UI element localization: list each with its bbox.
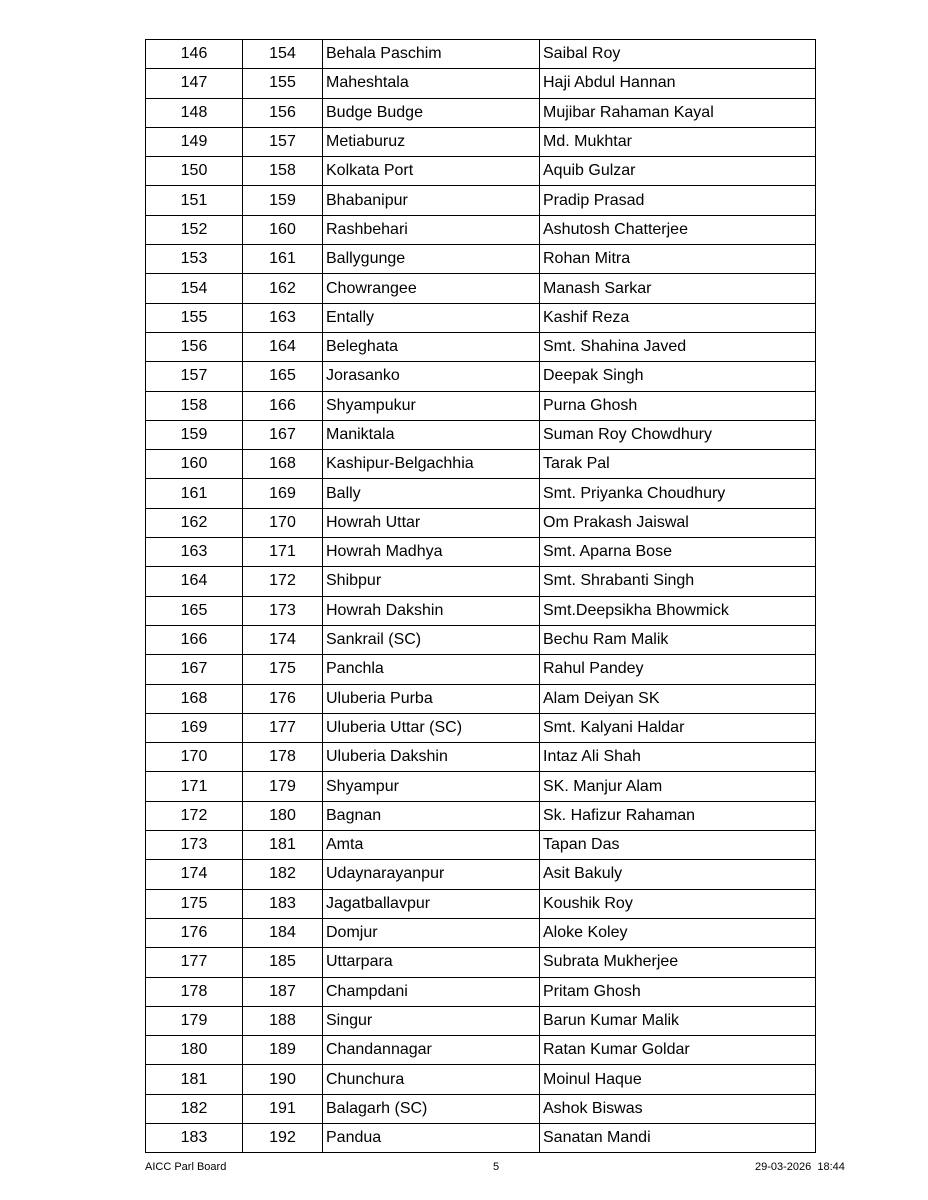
candidate-name-cell: Smt. Shahina Javed <box>540 332 816 361</box>
candidate-name-cell: Koushik Roy <box>540 889 816 918</box>
table-row <box>146 977 816 1006</box>
table-row <box>146 918 816 947</box>
ac-number-cell: 179 <box>243 772 323 801</box>
table-row <box>146 215 816 244</box>
serial-number-cell: 147 <box>146 69 243 98</box>
table-row <box>146 713 816 742</box>
candidate-name-cell: Suman Roy Chowdhury <box>540 420 816 449</box>
table-row <box>146 743 816 772</box>
ac-number-cell: 163 <box>243 303 323 332</box>
serial-number-cell: 148 <box>146 98 243 127</box>
ac-number-cell: 182 <box>243 860 323 889</box>
candidate-name-cell: Alam Deiyan SK <box>540 684 816 713</box>
table-row <box>146 801 816 830</box>
ac-number-cell: 155 <box>243 69 323 98</box>
ac-number-cell: 192 <box>243 1123 323 1152</box>
candidate-name-cell: Aquib Gulzar <box>540 157 816 186</box>
constituency-name-cell: Budge Budge <box>323 98 540 127</box>
serial-number-cell: 149 <box>146 127 243 156</box>
ac-number-cell: 174 <box>243 625 323 654</box>
ac-number-cell: 185 <box>243 948 323 977</box>
serial-number-cell: 157 <box>146 362 243 391</box>
serial-number-cell: 178 <box>146 977 243 1006</box>
ac-number-cell: 157 <box>243 127 323 156</box>
serial-number-cell: 171 <box>146 772 243 801</box>
table-row <box>146 625 816 654</box>
ac-number-cell: 189 <box>243 1036 323 1065</box>
serial-number-cell: 160 <box>146 450 243 479</box>
table-row <box>146 596 816 625</box>
candidate-name-cell: Smt. Aparna Bose <box>540 538 816 567</box>
candidate-name-cell: Sanatan Mandi <box>540 1123 816 1152</box>
constituency-name-cell: Domjur <box>323 918 540 947</box>
serial-number-cell: 176 <box>146 918 243 947</box>
constituency-name-cell: Shyampur <box>323 772 540 801</box>
table-row <box>146 1065 816 1094</box>
constituency-name-cell: Jagatballavpur <box>323 889 540 918</box>
table-row <box>146 332 816 361</box>
table-row <box>146 567 816 596</box>
constituency-name-cell: Singur <box>323 1006 540 1035</box>
serial-number-cell: 182 <box>146 1094 243 1123</box>
constituency-name-cell: Chowrangee <box>323 274 540 303</box>
candidate-name-cell: Deepak Singh <box>540 362 816 391</box>
constituency-name-cell: Maniktala <box>323 420 540 449</box>
ac-number-cell: 187 <box>243 977 323 1006</box>
ac-number-cell: 184 <box>243 918 323 947</box>
constituency-name-cell: Bagnan <box>323 801 540 830</box>
serial-number-cell: 175 <box>146 889 243 918</box>
serial-number-cell: 168 <box>146 684 243 713</box>
serial-number-cell: 179 <box>146 1006 243 1035</box>
constituency-name-cell: Amta <box>323 831 540 860</box>
serial-number-cell: 146 <box>146 40 243 69</box>
constituency-name-cell: Bally <box>323 479 540 508</box>
table-row <box>146 508 816 537</box>
ac-number-cell: 167 <box>243 420 323 449</box>
serial-number-cell: 165 <box>146 596 243 625</box>
candidate-name-cell: Moinul Haque <box>540 1065 816 1094</box>
candidate-name-cell: Smt.Deepsikha Bhowmick <box>540 596 816 625</box>
table-row <box>146 450 816 479</box>
constituency-name-cell: Balagarh (SC) <box>323 1094 540 1123</box>
ac-number-cell: 175 <box>243 655 323 684</box>
constituency-name-cell: Kolkata Port <box>323 157 540 186</box>
serial-number-cell: 159 <box>146 420 243 449</box>
ac-number-cell: 161 <box>243 245 323 274</box>
candidate-name-cell: Ratan Kumar Goldar <box>540 1036 816 1065</box>
candidate-name-cell: Ashok Biswas <box>540 1094 816 1123</box>
candidate-name-cell: Bechu Ram Malik <box>540 625 816 654</box>
constituency-name-cell: Jorasanko <box>323 362 540 391</box>
constituency-name-cell: Chandannagar <box>323 1036 540 1065</box>
serial-number-cell: 154 <box>146 274 243 303</box>
serial-number-cell: 173 <box>146 831 243 860</box>
ac-number-cell: 165 <box>243 362 323 391</box>
candidate-name-cell: Barun Kumar Malik <box>540 1006 816 1035</box>
constituency-name-cell: Kashipur-Belgachhia <box>323 450 540 479</box>
table-row <box>146 69 816 98</box>
serial-number-cell: 163 <box>146 538 243 567</box>
candidate-name-cell: Aloke Koley <box>540 918 816 947</box>
ac-number-cell: 180 <box>243 801 323 830</box>
constituency-name-cell: Entally <box>323 303 540 332</box>
serial-number-cell: 158 <box>146 391 243 420</box>
serial-number-cell: 167 <box>146 655 243 684</box>
constituency-name-cell: Metiaburuz <box>323 127 540 156</box>
ac-number-cell: 188 <box>243 1006 323 1035</box>
ac-number-cell: 190 <box>243 1065 323 1094</box>
candidate-name-cell: SK. Manjur Alam <box>540 772 816 801</box>
candidate-name-cell: Manash Sarkar <box>540 274 816 303</box>
candidate-name-cell: Intaz Ali Shah <box>540 743 816 772</box>
table-row <box>146 655 816 684</box>
serial-number-cell: 181 <box>146 1065 243 1094</box>
serial-number-cell: 172 <box>146 801 243 830</box>
constituency-name-cell: Uluberia Uttar (SC) <box>323 713 540 742</box>
table-row <box>146 538 816 567</box>
table-row <box>146 479 816 508</box>
ac-number-cell: 178 <box>243 743 323 772</box>
candidate-name-cell: Smt. Priyanka Choudhury <box>540 479 816 508</box>
table-row <box>146 245 816 274</box>
serial-number-cell: 174 <box>146 860 243 889</box>
table-row <box>146 40 816 69</box>
serial-number-cell: 166 <box>146 625 243 654</box>
ac-number-cell: 166 <box>243 391 323 420</box>
table-row <box>146 157 816 186</box>
ac-number-cell: 177 <box>243 713 323 742</box>
constituency-name-cell: Rashbehari <box>323 215 540 244</box>
constituency-name-cell: Champdani <box>323 977 540 1006</box>
ac-number-cell: 191 <box>243 1094 323 1123</box>
serial-number-cell: 156 <box>146 332 243 361</box>
candidate-name-cell: Haji Abdul Hannan <box>540 69 816 98</box>
footer-timestamp: 29-03-2026 18:44 <box>755 1161 845 1173</box>
candidate-name-cell: Sk. Hafizur Rahaman <box>540 801 816 830</box>
table-row <box>146 303 816 332</box>
serial-number-cell: 151 <box>146 186 243 215</box>
ac-number-cell: 158 <box>243 157 323 186</box>
candidate-name-cell: Saibal Roy <box>540 40 816 69</box>
serial-number-cell: 164 <box>146 567 243 596</box>
table-row <box>146 831 816 860</box>
candidate-name-cell: Kashif Reza <box>540 303 816 332</box>
candidate-name-cell: Rahul Pandey <box>540 655 816 684</box>
serial-number-cell: 170 <box>146 743 243 772</box>
serial-number-cell: 177 <box>146 948 243 977</box>
candidate-name-cell: Md. Mukhtar <box>540 127 816 156</box>
candidate-list-table <box>145 39 816 1153</box>
ac-number-cell: 164 <box>243 332 323 361</box>
candidate-name-cell: Subrata Mukherjee <box>540 948 816 977</box>
constituency-name-cell: Chunchura <box>323 1065 540 1094</box>
candidate-name-cell: Mujibar Rahaman Kayal <box>540 98 816 127</box>
candidate-name-cell: Asit Bakuly <box>540 860 816 889</box>
constituency-name-cell: Bhabanipur <box>323 186 540 215</box>
candidate-name-cell: Om Prakash Jaiswal <box>540 508 816 537</box>
table-row <box>146 127 816 156</box>
constituency-name-cell: Behala Paschim <box>323 40 540 69</box>
serial-number-cell: 162 <box>146 508 243 537</box>
ac-number-cell: 170 <box>243 508 323 537</box>
constituency-name-cell: Pandua <box>323 1123 540 1152</box>
constituency-name-cell: Panchla <box>323 655 540 684</box>
ac-number-cell: 154 <box>243 40 323 69</box>
table-row <box>146 1006 816 1035</box>
candidate-name-cell: Pradip Prasad <box>540 186 816 215</box>
candidate-name-cell: Tarak Pal <box>540 450 816 479</box>
ac-number-cell: 176 <box>243 684 323 713</box>
serial-number-cell: 150 <box>146 157 243 186</box>
ac-number-cell: 156 <box>243 98 323 127</box>
constituency-name-cell: Ballygunge <box>323 245 540 274</box>
constituency-name-cell: Uluberia Dakshin <box>323 743 540 772</box>
table-row <box>146 391 816 420</box>
table-row <box>146 1123 816 1152</box>
constituency-name-cell: Howrah Dakshin <box>323 596 540 625</box>
candidate-name-cell: Purna Ghosh <box>540 391 816 420</box>
table-row <box>146 1094 816 1123</box>
table-row <box>146 186 816 215</box>
table-row <box>146 1036 816 1065</box>
serial-number-cell: 161 <box>146 479 243 508</box>
ac-number-cell: 183 <box>243 889 323 918</box>
constituency-name-cell: Shibpur <box>323 567 540 596</box>
serial-number-cell: 180 <box>146 1036 243 1065</box>
candidate-name-cell: Ashutosh Chatterjee <box>540 215 816 244</box>
ac-number-cell: 181 <box>243 831 323 860</box>
table-row <box>146 98 816 127</box>
table-row <box>146 362 816 391</box>
serial-number-cell: 183 <box>146 1123 243 1152</box>
ac-number-cell: 173 <box>243 596 323 625</box>
serial-number-cell: 153 <box>146 245 243 274</box>
constituency-name-cell: Beleghata <box>323 332 540 361</box>
table-row <box>146 860 816 889</box>
table-row <box>146 274 816 303</box>
constituency-name-cell: Udaynarayanpur <box>323 860 540 889</box>
footer-organization: AICC Parl Board <box>145 1161 227 1173</box>
ac-number-cell: 160 <box>243 215 323 244</box>
serial-number-cell: 152 <box>146 215 243 244</box>
constituency-name-cell: Howrah Madhya <box>323 538 540 567</box>
constituency-name-cell: Shyampukur <box>323 391 540 420</box>
table-row <box>146 772 816 801</box>
candidate-name-cell: Pritam Ghosh <box>540 977 816 1006</box>
constituency-name-cell: Uluberia Purba <box>323 684 540 713</box>
ac-number-cell: 162 <box>243 274 323 303</box>
candidate-name-cell: Smt. Shrabanti Singh <box>540 567 816 596</box>
constituency-name-cell: Sankrail (SC) <box>323 625 540 654</box>
table-row <box>146 889 816 918</box>
ac-number-cell: 171 <box>243 538 323 567</box>
footer-page-number: 5 <box>493 1161 500 1173</box>
table-row <box>146 948 816 977</box>
ac-number-cell: 159 <box>243 186 323 215</box>
table-body <box>146 40 816 1153</box>
candidate-name-cell: Rohan Mitra <box>540 245 816 274</box>
table-row <box>146 684 816 713</box>
ac-number-cell: 169 <box>243 479 323 508</box>
candidate-name-cell: Smt. Kalyani Haldar <box>540 713 816 742</box>
serial-number-cell: 155 <box>146 303 243 332</box>
table-row <box>146 420 816 449</box>
constituency-name-cell: Howrah Uttar <box>323 508 540 537</box>
candidate-name-cell: Tapan Das <box>540 831 816 860</box>
ac-number-cell: 168 <box>243 450 323 479</box>
constituency-name-cell: Maheshtala <box>323 69 540 98</box>
constituency-name-cell: Uttarpara <box>323 948 540 977</box>
ac-number-cell: 172 <box>243 567 323 596</box>
serial-number-cell: 169 <box>146 713 243 742</box>
